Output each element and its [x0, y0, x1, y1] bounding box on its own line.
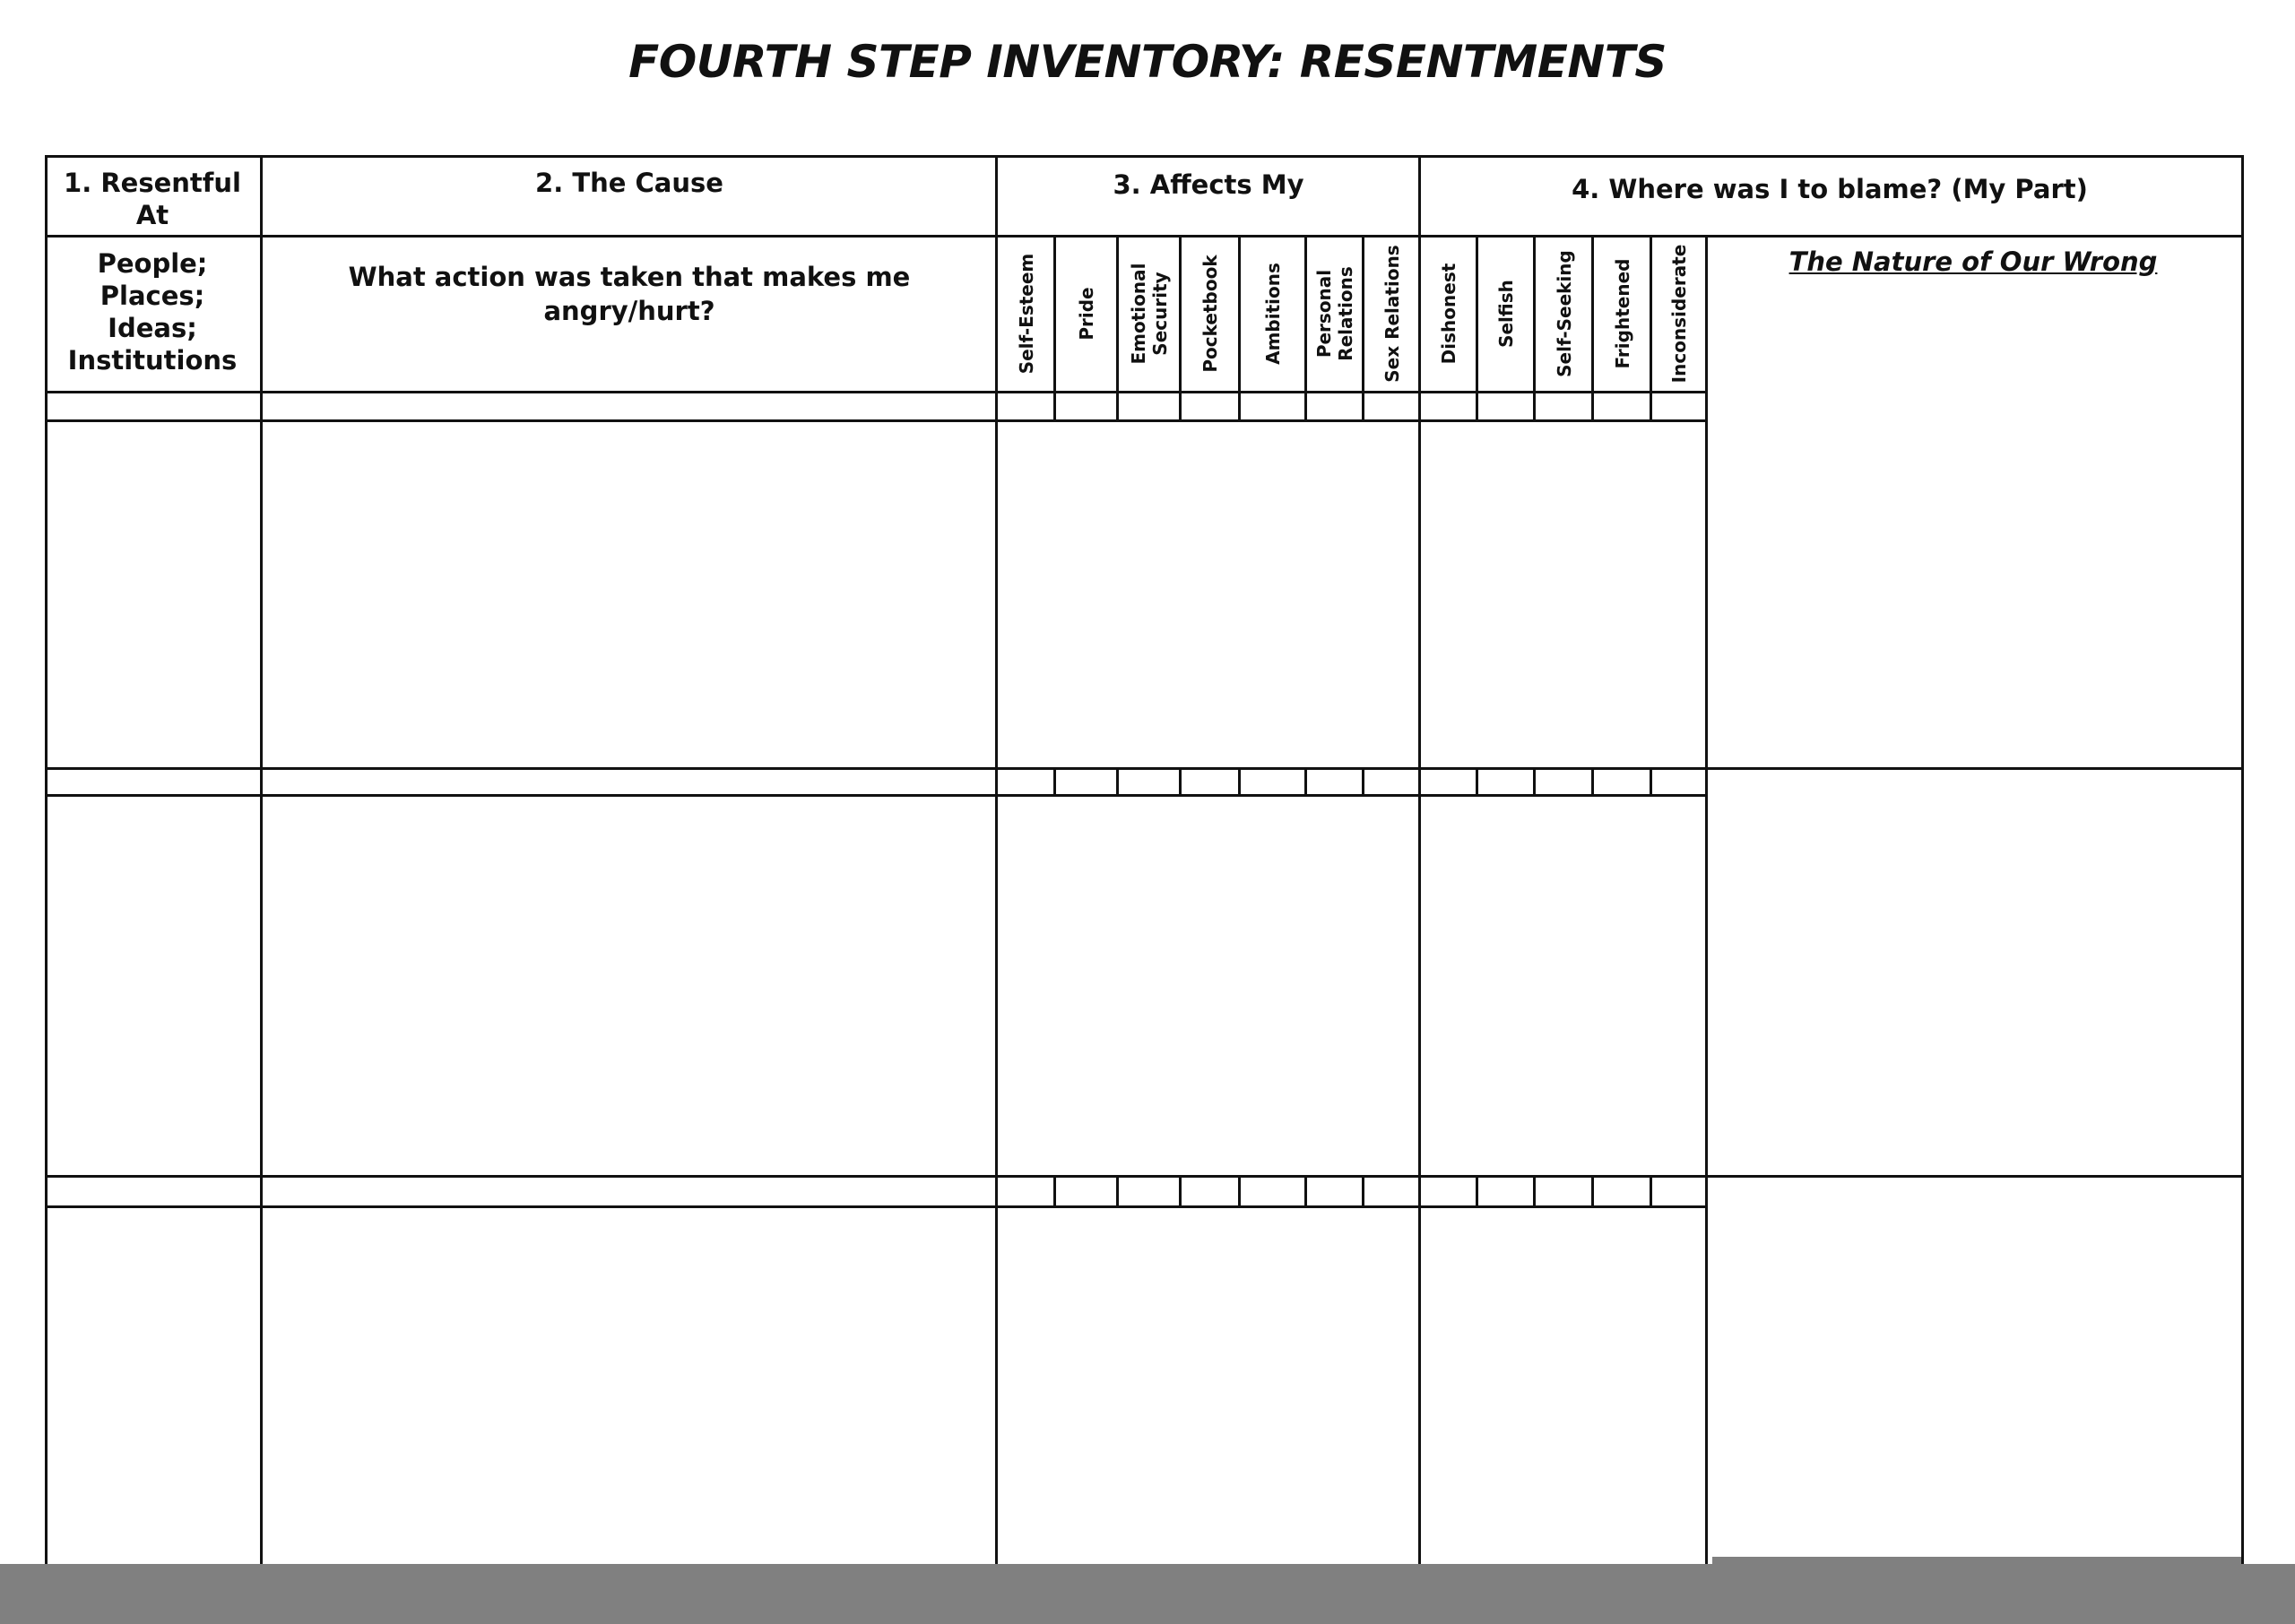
affects-checkbox[interactable]	[1365, 1179, 1416, 1204]
my-part-checkbox[interactable]	[1422, 394, 1474, 418]
checkbox-column-divider	[1116, 235, 1119, 419]
footer-bar-tab	[1712, 1557, 2241, 1566]
resentful-at-field[interactable]	[48, 1209, 258, 1562]
footer-bar	[0, 1564, 2295, 1624]
affects-checkbox[interactable]	[1242, 1179, 1303, 1204]
checkbox-column-divider	[1304, 767, 1307, 794]
blame-label-self-seeking: Self-Seeking	[1553, 250, 1575, 377]
my-part-checkbox[interactable]	[1595, 1179, 1648, 1204]
affects-checkbox[interactable]	[1120, 394, 1177, 418]
checkbox-column-divider	[1591, 1175, 1594, 1205]
checkbox-row-top	[45, 391, 1705, 393]
col1-subheader-line: People;	[97, 248, 208, 279]
checkbox-row-bottom	[45, 794, 1705, 797]
col2-subheader: What action was taken that makes me angry/hurt?	[348, 262, 911, 326]
checkbox-column-divider	[1476, 767, 1478, 794]
checkbox-column-divider	[1238, 1175, 1241, 1205]
blame-label-selfish: Selfish	[1495, 280, 1517, 348]
my-part-checkbox[interactable]	[1595, 394, 1648, 418]
affects-checkbox[interactable]	[1057, 394, 1114, 418]
checkbox-column-divider	[1533, 767, 1536, 794]
affects-checkbox[interactable]	[1057, 771, 1114, 792]
affects-label-self-esteem: Self-Esteem	[1015, 253, 1037, 375]
column-divider	[1705, 235, 1708, 1564]
checkbox-column-divider	[1238, 235, 1241, 419]
affects-checkbox[interactable]	[1308, 394, 1360, 418]
checkbox-column-divider	[1476, 235, 1478, 419]
col4-header: 4. Where was I to blame? (My Part)	[1572, 174, 2088, 204]
affects-checkbox[interactable]	[1120, 771, 1177, 792]
cause-field[interactable]	[264, 1209, 993, 1562]
blame-label-dishonest: Dishonest	[1438, 263, 1459, 365]
checkbox-column-divider	[1362, 1175, 1364, 1205]
checkbox-column-divider	[1650, 1175, 1652, 1205]
affects-label-pride: Pride	[1076, 287, 1097, 341]
my-part-checkbox[interactable]	[1479, 771, 1531, 792]
affects-checkbox[interactable]	[999, 394, 1052, 418]
page-title: FOURTH STEP INVENTORY: RESENTMENTS	[628, 36, 1667, 88]
checkbox-column-divider	[1116, 1175, 1119, 1205]
my-part-checkbox[interactable]	[1595, 771, 1648, 792]
checkbox-column-divider	[1476, 1175, 1478, 1205]
checkbox-column-divider	[1650, 767, 1652, 794]
my-part-checkbox[interactable]	[1653, 771, 1703, 792]
my-part-checkbox[interactable]	[1537, 1179, 1589, 1204]
nature-of-wrong-field[interactable]	[1709, 771, 2239, 1173]
checkbox-column-divider	[1053, 1175, 1056, 1205]
checkbox-column-divider	[1362, 767, 1364, 794]
my-part-checkbox[interactable]	[1537, 394, 1589, 418]
affects-checkbox[interactable]	[1242, 771, 1303, 792]
checkbox-row-bottom	[45, 1205, 1705, 1208]
column-divider	[1418, 155, 1421, 1564]
my-part-checkbox[interactable]	[1422, 1179, 1474, 1204]
affects-checkbox[interactable]	[1182, 394, 1236, 418]
checkbox-column-divider	[1591, 235, 1594, 419]
my-part-checkbox[interactable]	[1537, 771, 1589, 792]
my-part-checkbox[interactable]	[1422, 771, 1474, 792]
blame-label-inconsiderate: Inconsiderate	[1668, 244, 1690, 384]
affects-notes-area	[999, 423, 1416, 765]
my-part-checkbox[interactable]	[1479, 394, 1531, 418]
affects-checkbox[interactable]	[1308, 1179, 1360, 1204]
checkbox-column-divider	[1179, 235, 1182, 419]
nature-of-wrong-field[interactable]	[1709, 1179, 2239, 1562]
nature-of-wrong-label: The Nature of Our Wrong	[1788, 246, 2158, 277]
blame-label-frightened: Frightened	[1611, 258, 1633, 369]
col1-subheader-line: Places;	[100, 281, 205, 311]
my-part-notes-area	[1422, 798, 1703, 1173]
affects-label-emotional-security: Emotional Security	[1128, 263, 1171, 365]
resentful-at-field[interactable]	[48, 423, 258, 765]
checkbox-column-divider	[1238, 767, 1241, 794]
table-top-border	[45, 155, 2244, 158]
column-divider	[2241, 155, 2244, 1564]
checkbox-column-divider	[1179, 767, 1182, 794]
affects-checkbox[interactable]	[1182, 1179, 1236, 1204]
col1-header: 1. Resentful At	[64, 168, 241, 230]
checkbox-column-divider	[1304, 235, 1307, 419]
affects-checkbox[interactable]	[1242, 394, 1303, 418]
cause-field[interactable]	[264, 798, 993, 1173]
affects-checkbox[interactable]	[1365, 771, 1416, 792]
affects-checkbox[interactable]	[1120, 1179, 1177, 1204]
checkbox-column-divider	[1053, 235, 1056, 419]
affects-notes-area	[999, 798, 1416, 1173]
col3-header: 3. Affects My	[1113, 169, 1304, 200]
checkbox-column-divider	[1650, 235, 1652, 419]
column-divider	[260, 155, 263, 1564]
my-part-checkbox[interactable]	[1479, 1179, 1531, 1204]
col1-subheader-line: Ideas;	[108, 313, 197, 343]
checkbox-column-divider	[1591, 767, 1594, 794]
checkbox-column-divider	[1116, 767, 1119, 794]
col1-subheader	[49, 247, 255, 376]
nature-of-wrong-field[interactable]	[1709, 278, 2239, 765]
cause-field[interactable]	[264, 423, 993, 765]
affects-checkbox[interactable]	[1057, 1179, 1114, 1204]
affects-checkbox[interactable]	[1365, 394, 1416, 418]
affects-checkbox[interactable]	[1182, 771, 1236, 792]
checkbox-column-divider	[1362, 235, 1364, 419]
checkbox-column-divider	[1304, 1175, 1307, 1205]
my-part-checkbox[interactable]	[1653, 394, 1703, 418]
my-part-checkbox[interactable]	[1653, 1179, 1703, 1204]
affects-label-ambitions: Ambitions	[1262, 263, 1284, 365]
my-part-notes-area	[1422, 1209, 1703, 1562]
col2-header: 2. The Cause	[535, 168, 723, 198]
affects-label-sex-relations: Sex Relations	[1381, 245, 1403, 383]
checkbox-row-bottom	[45, 419, 1705, 422]
column-divider	[995, 155, 998, 1564]
affects-checkbox[interactable]	[999, 771, 1052, 792]
checkbox-column-divider	[1533, 1175, 1536, 1205]
affects-label-personal-relations: Personal Relations	[1313, 266, 1356, 361]
column-divider	[45, 155, 48, 1564]
checkbox-column-divider	[1533, 235, 1536, 419]
affects-label-pocketbook: Pocketbook	[1199, 255, 1221, 373]
checkbox-column-divider	[1179, 1175, 1182, 1205]
col1-subheader-line: Institutions	[67, 345, 238, 376]
header-divider	[45, 235, 2244, 238]
entry-separator	[45, 767, 2244, 770]
affects-checkbox[interactable]	[1308, 771, 1360, 792]
checkbox-column-divider	[1053, 767, 1056, 794]
entry-separator	[45, 1175, 2244, 1178]
affects-checkbox[interactable]	[999, 1179, 1052, 1204]
affects-notes-area	[999, 1209, 1416, 1562]
resentful-at-field[interactable]	[48, 798, 258, 1173]
my-part-notes-area	[1422, 423, 1703, 765]
